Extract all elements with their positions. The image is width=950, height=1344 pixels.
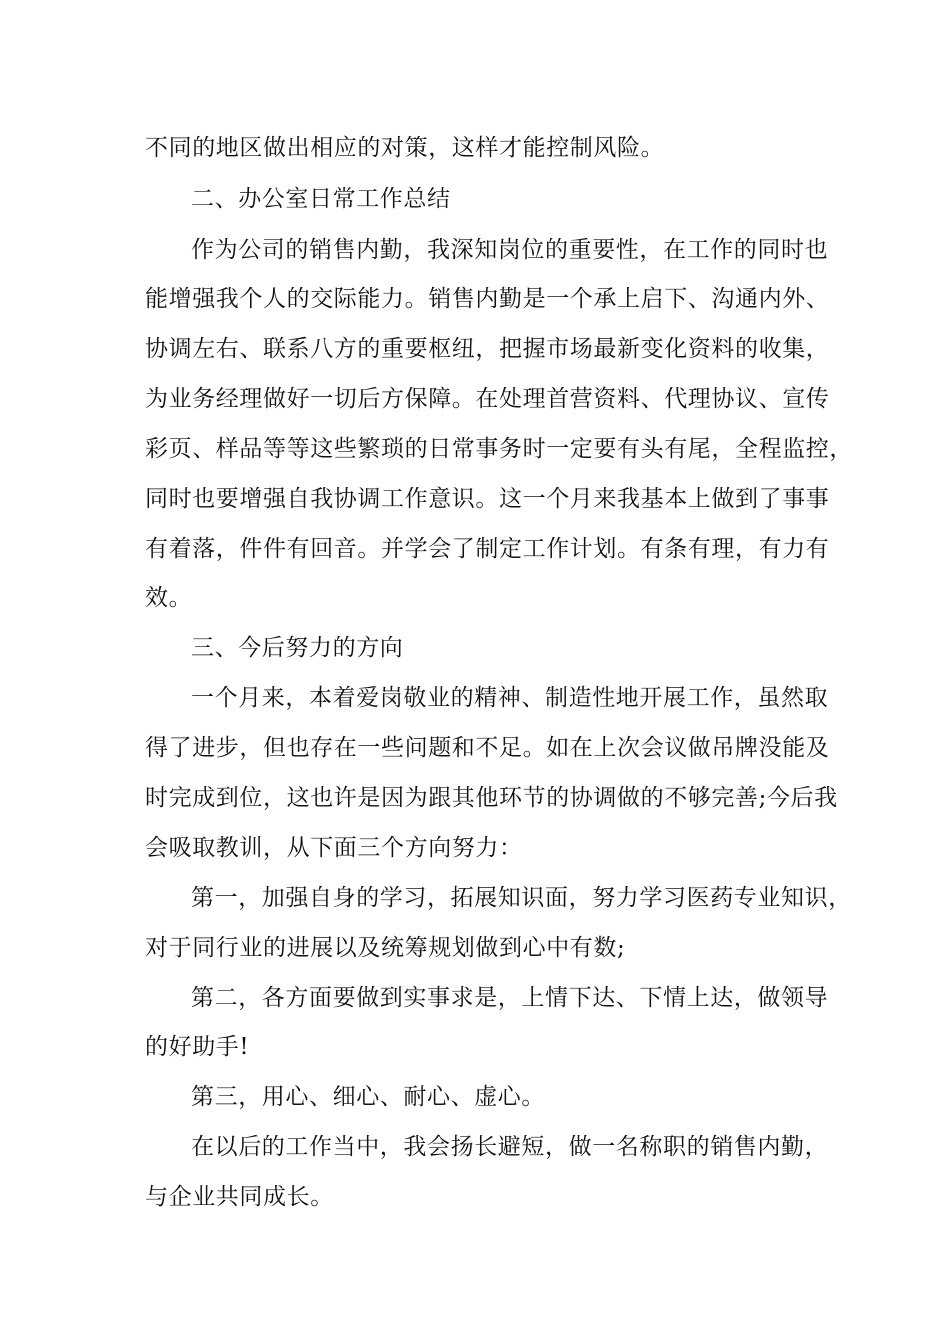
- paragraph-line: 彩页、样品等等这些繁琐的日常事务时一定要有头有尾，全程监控，: [145, 436, 853, 462]
- paragraph-line: 效。: [145, 585, 193, 611]
- paragraph-line: 能增强我个人的交际能力。销售内勤是一个承上启下、沟通内外、: [145, 286, 830, 312]
- paragraph-line: 为业务经理做好一切后方保障。在处理首营资料、代理协议、宣传: [145, 386, 830, 412]
- paragraph-line: 对于同行业的进展以及统筹规划做到心中有数;: [145, 935, 626, 961]
- paragraph-line: 得了进步，但也存在一些问题和不足。如在上次会议做吊牌没能及: [145, 735, 830, 761]
- paragraph-line: 第一，加强自身的学习，拓展知识面，努力学习医药专业知识，: [191, 885, 852, 911]
- paragraph-line: 作为公司的销售内勤，我深知岗位的重要性，在工作的同时也: [191, 237, 829, 263]
- paragraph-line: 的好助手!: [145, 1034, 250, 1060]
- paragraph-line: 不同的地区做出相应的对策，这样才能控制风险。: [145, 135, 665, 161]
- section-heading: 三、今后努力的方向: [191, 635, 404, 661]
- paragraph-line: 时完成到位，这也许是因为跟其他环节的协调做的不够完善;今后我: [145, 785, 838, 811]
- section-heading: 二、办公室日常工作总结: [191, 186, 451, 212]
- paragraph-line: 协调左右、联系八方的重要枢纽，把握市场最新变化资料的收集，: [145, 336, 830, 362]
- paragraph-line: 在以后的工作当中，我会扬长避短，做一名称职的销售内勤，: [191, 1134, 829, 1160]
- paragraph-line: 有着落，件件有回音。并学会了制定工作计划。有条有理，有力有: [145, 536, 830, 562]
- paragraph-line: 与企业共同成长。: [145, 1184, 334, 1210]
- paragraph-line: 同时也要增强自我协调工作意识。这一个月来我基本上做到了事事: [145, 486, 830, 512]
- paragraph-line: 会吸取教训，从下面三个方向努力：: [145, 835, 523, 861]
- paragraph-line: 一个月来，本着爱岗敬业的精神、制造性地开展工作，虽然取: [191, 685, 829, 711]
- paragraph-line: 第二，各方面要做到实事求是，上情下达、下情上达，做领导: [191, 985, 829, 1011]
- paragraph-line: 第三，用心、细心、耐心、虚心。: [191, 1084, 545, 1110]
